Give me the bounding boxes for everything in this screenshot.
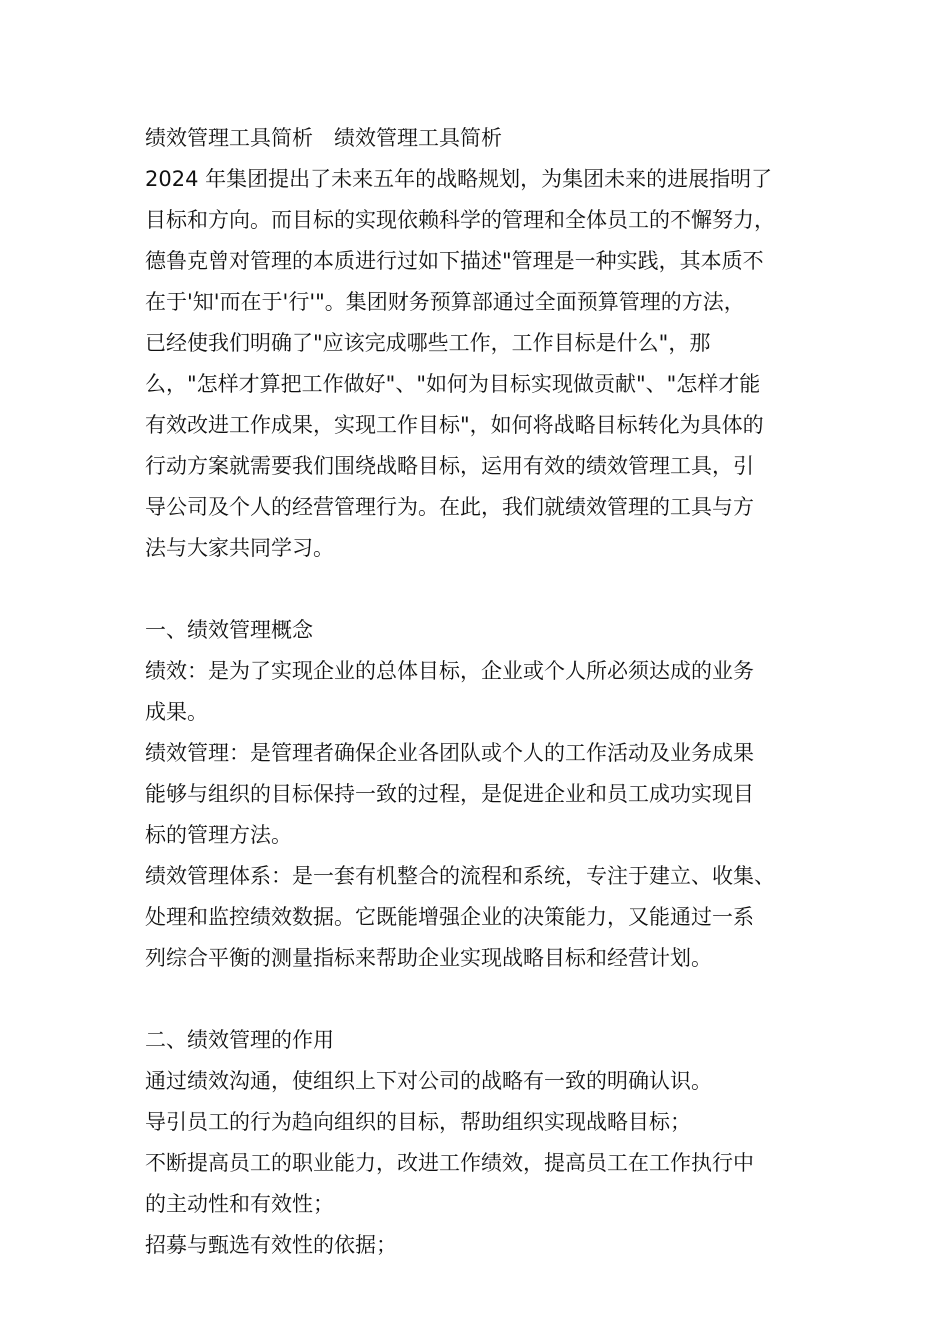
section1-line: 绩效管理：是管理者确保企业各团队或个人的工作活动及业务成果 bbox=[145, 741, 754, 765]
section2-line: 通过绩效沟通，使组织上下对公司的战略有一致的明确认识。 bbox=[145, 1069, 712, 1093]
section1-line: 绩效：是为了实现企业的总体目标，企业或个人所必须达成的业务 bbox=[145, 659, 754, 683]
document-body bbox=[145, 118, 835, 1266]
section1-line: 成果。 bbox=[145, 700, 208, 724]
section2-line: 不断提高员工的职业能力，改进工作绩效，提高员工在工作执行中 bbox=[145, 1151, 754, 1175]
document-title: 绩效管理工具简析 绩效管理工具简析 bbox=[145, 126, 502, 150]
section1-line: 标的管理方法。 bbox=[145, 823, 292, 847]
intro-line: 法与大家共同学习。 bbox=[145, 536, 334, 560]
section-heading: 二、绩效管理的作用 bbox=[145, 1028, 334, 1052]
section1-line: 列综合平衡的测量指标来帮助企业实现战略目标和经营计划。 bbox=[145, 946, 712, 970]
paragraph-gap bbox=[145, 569, 835, 610]
section2-line: 导引员工的行为趋向组织的目标，帮助组织实现战略目标； bbox=[145, 1110, 691, 1134]
section1-line: 能够与组织的目标保持一致的过程，是促进企业和员工成功实现目 bbox=[145, 782, 754, 806]
intro-line: 2024 年集团提出了未来五年的战略规划，为集团未来的进展指明了 bbox=[145, 167, 773, 191]
intro-line: 有效改进工作成果，实现工作目标"，如何将战略目标转化为具体的 bbox=[145, 413, 764, 437]
section-heading: 一、绩效管理概念 bbox=[145, 618, 313, 642]
section1-line: 处理和监控绩效数据。它既能增强企业的决策能力，又能通过一系 bbox=[145, 905, 754, 929]
intro-line: 行动方案就需要我们围绕战略目标，运用有效的绩效管理工具，引 bbox=[145, 454, 754, 478]
paragraph-gap bbox=[145, 979, 835, 1020]
intro-line: 么，"怎样才算把工作做好"、"如何为目标实现做贡献"、"怎样才能 bbox=[145, 372, 761, 396]
intro-line: 德鲁克曾对管理的本质进行过如下描述"管理是一种实践，其本质不 bbox=[145, 249, 764, 273]
intro-line: 已经使我们明确了"应该完成哪些工作，工作目标是什么"，那 bbox=[145, 331, 711, 355]
intro-line: 目标和方向。而目标的实现依赖科学的管理和全体员工的不懈努力， bbox=[145, 208, 775, 232]
intro-line: 在于'知'而在于'行'"。集团财务预算部通过全面预算管理的方法， bbox=[145, 290, 745, 314]
section2-line: 的主动性和有效性； bbox=[145, 1192, 334, 1216]
section1-line: 绩效管理体系：是一套有机整合的流程和系统，专注于建立、收集、 bbox=[145, 864, 775, 888]
section2-line: 招募与甄选有效性的依据； bbox=[145, 1233, 397, 1257]
intro-line: 导公司及个人的经营管理行为。在此，我们就绩效管理的工具与方 bbox=[145, 495, 754, 519]
